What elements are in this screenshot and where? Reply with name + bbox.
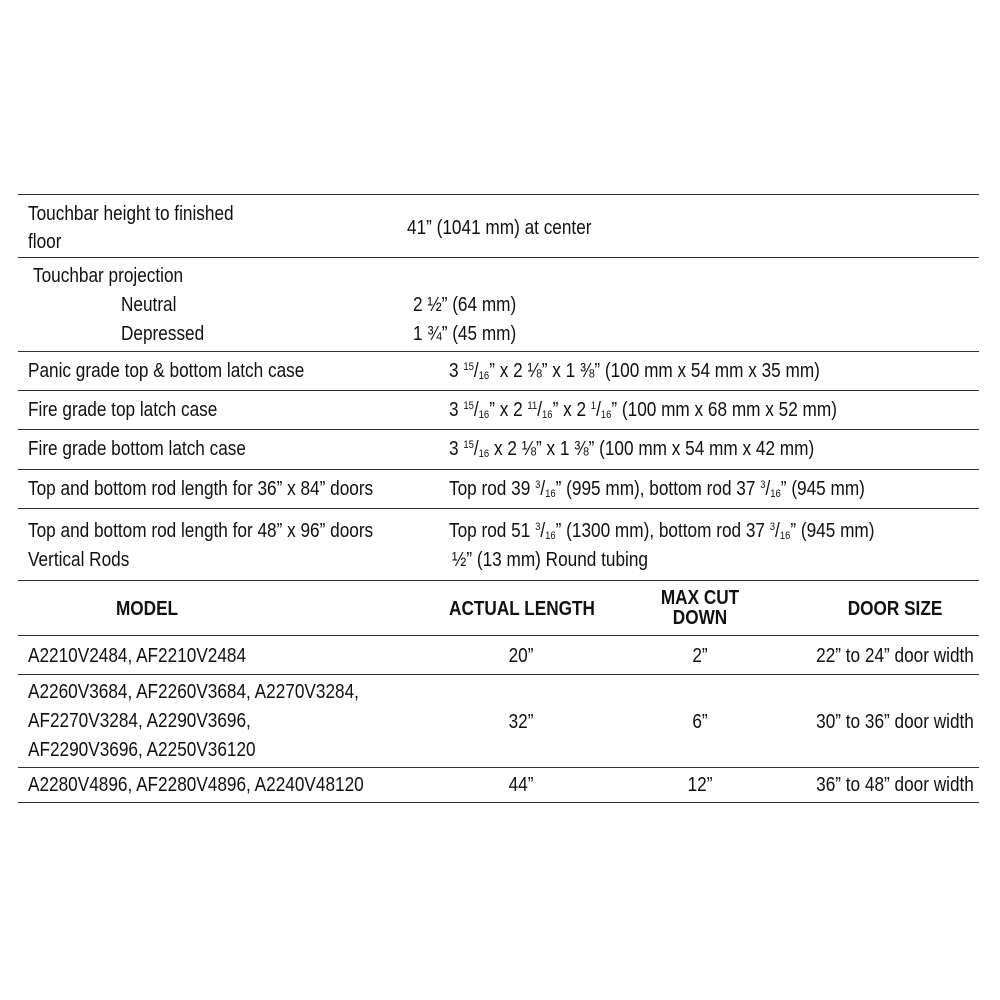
rod-36x84-value: Top rod 39 $^3/_{16}$” (995 mm), bottom rod 37 $^3/_{16}$” (945 mm): [449, 478, 865, 500]
table-row-2-max-cut: 6”: [692, 711, 708, 733]
panic-latch-value: 3 $^{15}/_{16}$” x 2 ⅛” x 1 ⅜” (100 mm x 54 mm x 35 mm): [449, 360, 820, 382]
rod-48x96-label: Top and bottom rod length for 48” x 96” doors: [28, 520, 374, 542]
divider: [18, 580, 979, 581]
touchbar-height-label: Touchbar height to finished: [28, 203, 234, 225]
table-row-1-max-cut: 2”: [692, 645, 708, 667]
rod-48x96-value: Top rod 51 $^3/_{16}$” (1300 mm), bottom rod 37 $^3/_{16}$” (945 mm): [449, 520, 875, 542]
depressed-value: 1 ¾” (45 mm): [413, 323, 517, 345]
depressed-label: Depressed: [121, 323, 205, 345]
neutral-label: Neutral: [121, 294, 177, 316]
divider: [18, 674, 979, 675]
table-row-3-model: A2280V4896, AF2280V4896, A2240V48120: [28, 774, 364, 796]
table-row-1-model: A2210V2484, AF2210V2484: [28, 645, 247, 667]
table-row-1-length: 20”: [508, 645, 534, 667]
table-row-2-length: 32”: [508, 711, 534, 733]
table-row-2-model: A2260V3684, AF2260V3684, A2270V3284,: [28, 681, 359, 703]
panic-latch-label: Panic grade top & bottom latch case: [28, 360, 305, 382]
fire-bottom-latch-value: 3 $^{15}/_{16}$ x 2 ⅛” x 1 ⅜” (100 mm x 54 mm x 42 mm): [449, 438, 815, 460]
header-max-cut: MAX CUT: [660, 587, 740, 609]
divider: [18, 390, 979, 391]
divider: [18, 635, 979, 636]
divider: [18, 257, 979, 258]
table-row-3-door-size: 36” to 48” door width: [816, 774, 974, 796]
divider: [18, 767, 979, 768]
table-row-2-model-cont: AF2270V3284, A2290V3696,: [28, 710, 251, 732]
fire-top-latch-label: Fire grade top latch case: [28, 399, 218, 421]
vertical-rods-label: Vertical Rods: [28, 549, 130, 571]
table-row-2-door-size: 30” to 36” door width: [816, 711, 974, 733]
table-row-2-model-cont: AF2290V3696, A2250V36120: [28, 739, 256, 761]
header-max-cut-cont: DOWN: [672, 607, 728, 629]
table-row-3-length: 44”: [508, 774, 534, 796]
header-model: MODEL: [115, 598, 179, 620]
divider: [18, 194, 979, 195]
fire-top-latch-value: 3 $^{15}/_{16}$” x 2 $^{11}/_{16}$” x 2 $^1/_{16}$” (100 mm x 68 mm x 52 mm): [449, 399, 837, 421]
vertical-rods-value: ½” (13 mm) Round tubing: [452, 549, 648, 571]
touchbar-height-label-cont: floor: [28, 231, 62, 253]
header-actual-length: ACTUAL LENGTH: [449, 598, 595, 620]
divider: [18, 508, 979, 509]
divider: [18, 469, 979, 470]
rod-36x84-label: Top and bottom rod length for 36” x 84” doors: [28, 478, 374, 500]
divider: [18, 802, 979, 803]
divider: [18, 351, 979, 352]
touchbar-height-value: 41” (1041 mm) at center: [407, 217, 592, 239]
table-row-3-max-cut: 12”: [687, 774, 713, 796]
table-row-1-door-size: 22” to 24” door width: [816, 645, 974, 667]
touchbar-projection-label: Touchbar projection: [33, 265, 184, 287]
header-door-size: DOOR SIZE: [847, 598, 943, 620]
neutral-value: 2 ½” (64 mm): [413, 294, 517, 316]
fire-bottom-latch-label: Fire grade bottom latch case: [28, 438, 246, 460]
divider: [18, 429, 979, 430]
